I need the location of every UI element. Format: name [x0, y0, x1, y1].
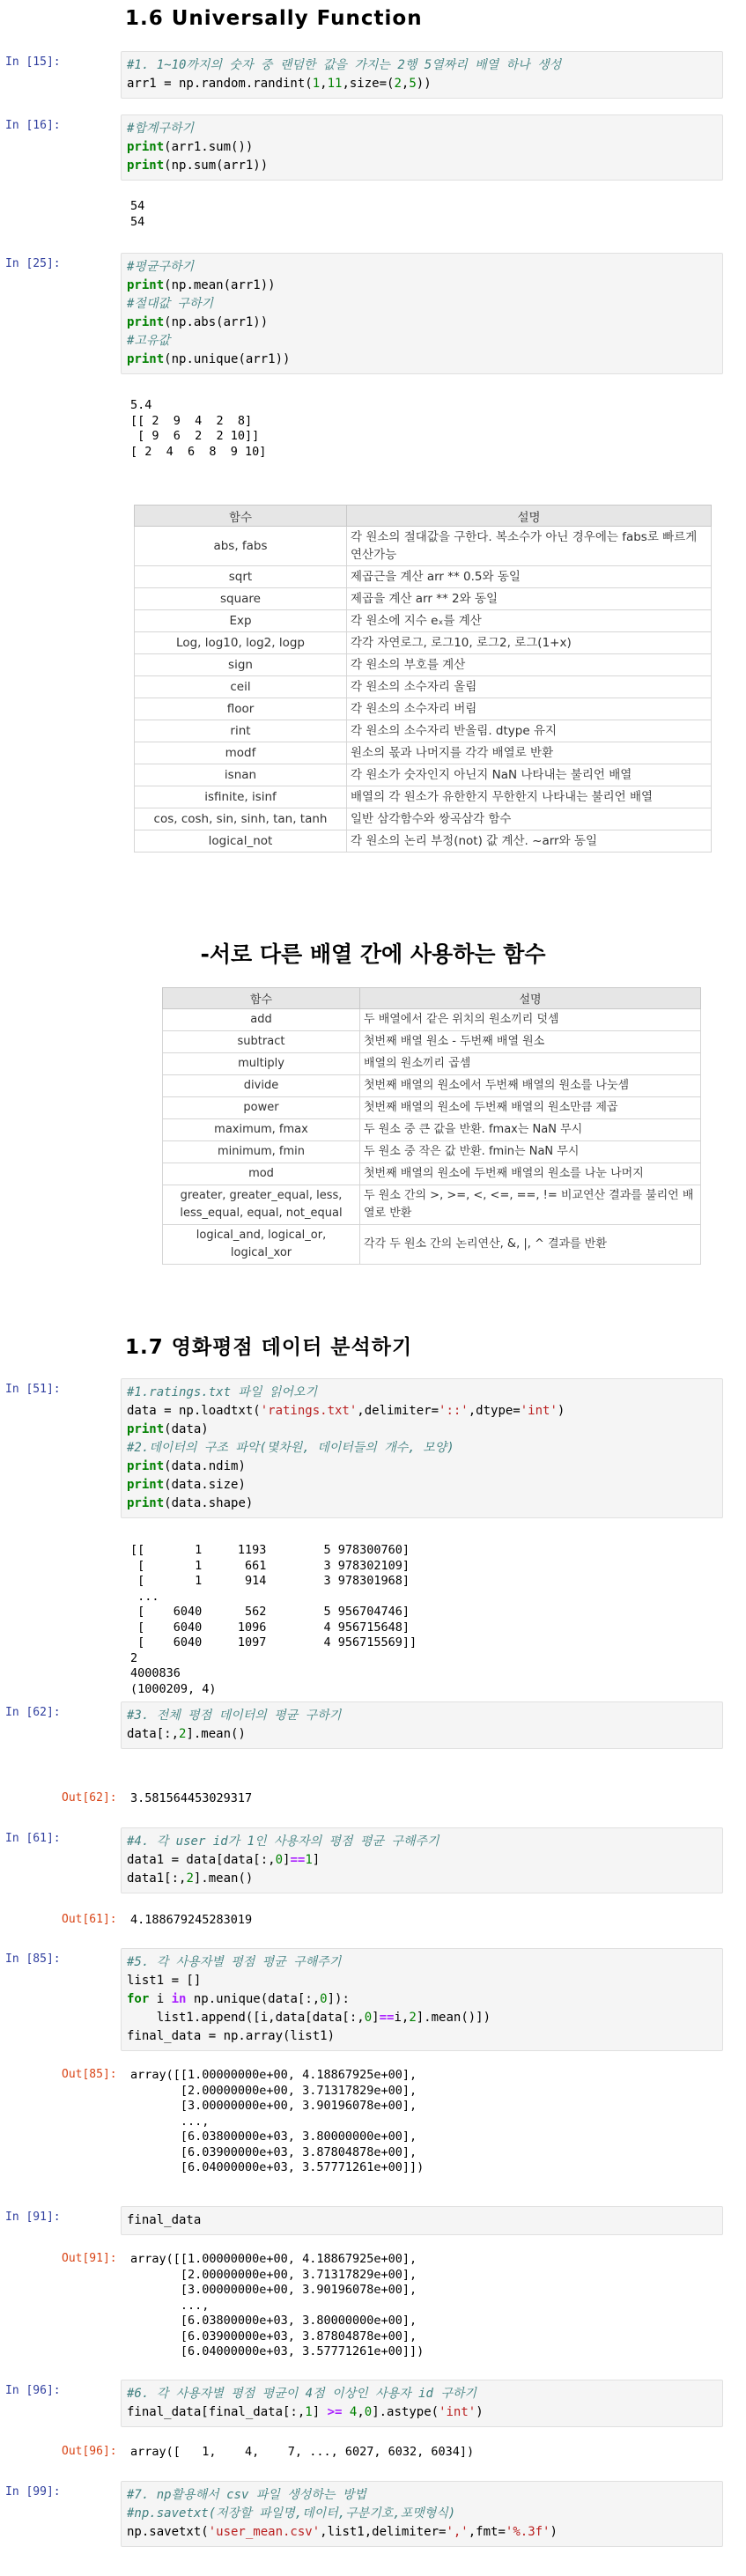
code-line: [127, 2385, 717, 2403]
code-token: i: [149, 1992, 172, 2006]
function-name-cell: ceil: [135, 676, 347, 698]
code-line: [127, 295, 717, 314]
function-name-cell: logical_not: [135, 830, 347, 853]
code-token: print: [127, 159, 165, 173]
code-token: ,size=(: [342, 77, 395, 91]
code-token: data1 = data[data[:,: [127, 1853, 276, 1867]
code-token: 'user_mean.csv': [208, 2525, 321, 2539]
code-token: in: [171, 1992, 187, 2006]
code-line: [127, 1476, 717, 1495]
table-row: [163, 1053, 701, 1075]
code-token: 'int': [439, 2405, 476, 2419]
code-cell[interactable]: [121, 2206, 723, 2235]
function-name-cell: subtract: [163, 1031, 360, 1053]
function-name-cell: square: [135, 588, 347, 610]
code-line: [127, 138, 717, 157]
table-row: [163, 1141, 701, 1163]
table-row: [135, 610, 712, 632]
table-row: [135, 786, 712, 808]
code-token: (arr1.sum()): [164, 140, 254, 154]
description-cell: 첫번째 배열의 원소에 두번째 배열의 원소만큼 제곱: [360, 1097, 701, 1119]
code-token: print: [127, 1459, 165, 1473]
code-token: (np.unique(arr1)): [164, 352, 291, 366]
table-row: [135, 720, 712, 742]
input-prompt: In [91]:: [5, 2211, 61, 2224]
description-cell: 각 원소의 소수자리 버림: [347, 698, 712, 720]
code-line: [127, 277, 717, 295]
description-cell: 원소의 몫과 나머지를 각각 배열로 반환: [347, 742, 712, 764]
function-name-cell: power: [163, 1097, 360, 1119]
code-token: ==: [379, 2011, 395, 2025]
description-cell: 각 원소의 소수자리 반올림. dtype 유지: [347, 720, 712, 742]
input-prompt: In [16]:: [5, 119, 61, 132]
code-token: ].astype(: [372, 2405, 439, 2419]
code-token: (data.size): [164, 1478, 246, 1492]
input-prompt: In [61]:: [5, 1832, 61, 1845]
description-cell: 각 원소가 숫자인지 아닌지 NaN 나타내는 불리언 배열: [347, 764, 712, 786]
code-token: print: [127, 278, 165, 292]
code-token: ): [550, 2525, 558, 2539]
code-line: [127, 1990, 717, 2009]
table-header-description: 설명: [347, 506, 712, 527]
function-name-cell: floor: [135, 698, 347, 720]
code-cell[interactable]: [121, 1701, 723, 1749]
code-token: ): [557, 1404, 565, 1418]
table-row: [135, 676, 712, 698]
table-row: [163, 1009, 701, 1031]
code-token: ]: [283, 1853, 291, 1867]
code-line: [127, 1851, 717, 1870]
code-token: (np.sum(arr1)): [164, 159, 269, 173]
code-token: >=: [327, 2405, 343, 2419]
code-token: ): [476, 2405, 484, 2419]
function-name-cell: modf: [135, 742, 347, 764]
code-token: )): [416, 77, 432, 91]
code-token: ].mean()]): [416, 2011, 491, 2025]
code-line: [127, 1384, 717, 1402]
code-token: ].mean(): [186, 1727, 246, 1741]
binary-functions-heading: -서로 다른 배열 간에 사용하는 함수: [200, 941, 546, 967]
code-token: np.unique(data[:,: [186, 1992, 321, 2006]
code-cell[interactable]: [121, 253, 723, 374]
input-prompt: In [51]:: [5, 1383, 61, 1396]
code-token: #합계구하기: [127, 122, 195, 136]
code-line: [127, 2505, 717, 2523]
description-cell: 첫번째 배열의 원소에 두번째 배열의 원소를 나눈 나머지: [360, 1163, 701, 1185]
section-heading-1-6: 1.6 Universally Function: [125, 7, 423, 30]
code-token: 4: [349, 2405, 358, 2419]
function-name-cell: isnan: [135, 764, 347, 786]
input-prompt: In [99]:: [5, 2485, 61, 2498]
description-cell: 두 원소 중 큰 값을 반환. fmax는 NaN 무시: [360, 1119, 701, 1141]
table-row: [135, 698, 712, 720]
table-row: [135, 808, 712, 830]
code-line: [127, 1421, 717, 1439]
code-token: (np.mean(arr1)): [164, 278, 276, 292]
code-token: ,: [401, 77, 410, 91]
input-prompt: In [15]:: [5, 55, 61, 69]
function-name-cell: sign: [135, 654, 347, 676]
code-token: #고유값: [127, 334, 171, 348]
code-token: #1. 1~10까지의 숫자 중 랜덤한 값을 가지는 2행 5열짜리 배열 하나 생성: [127, 58, 562, 72]
description-cell: 배열의 각 원소가 유한한지 무한한지 나타내는 불리언 배열: [347, 786, 712, 808]
code-token: '::': [439, 1404, 469, 1418]
code-token: print: [127, 1496, 165, 1510]
function-name-cell: divide: [163, 1075, 360, 1097]
function-name-cell: maximum, fmax: [163, 1119, 360, 1141]
code-token: data1[:,: [127, 1871, 187, 1886]
table-row: [163, 1185, 701, 1225]
function-name-cell: greater, greater_equal, less, less_equal, equal, not_equal: [163, 1185, 360, 1225]
table-row: [163, 1163, 701, 1185]
description-cell: 일반 삼각함수와 쌍곡삼각 함수: [347, 808, 712, 830]
code-token: ,: [320, 77, 328, 91]
input-prompt: In [85]:: [5, 1952, 61, 1966]
description-cell: 각 원소의 절대값을 구한다. 복소수가 아닌 경우에는 fabs로 빠르게 연산가능: [347, 527, 712, 566]
code-token: 1: [312, 77, 321, 91]
table-row: [135, 830, 712, 853]
code-line: [127, 2211, 717, 2230]
table-header-function: 함수: [163, 988, 360, 1009]
code-token: #4. 각 user id가 1인 사용자의 평점 평균 구해주기: [127, 1834, 439, 1849]
code-token: print: [127, 140, 165, 154]
table-row: [135, 764, 712, 786]
table-row: [135, 588, 712, 610]
table-row: [135, 566, 712, 588]
code-token: #2.데이터의 구조 파악(몇차원, 데이터들의 개수, 모양): [127, 1441, 454, 1455]
code-token: #7. np활용해서 csv 파일 생성하는 방법: [127, 2488, 366, 2502]
code-token: final_data: [127, 2213, 202, 2227]
description-cell: 각 원소에 지수 eₓ를 계산: [347, 610, 712, 632]
code-token: #5. 각 사용자별 평점 평균 구해주기: [127, 1955, 342, 1969]
function-name-cell: cos, cosh, sin, sinh, tan, tanh: [135, 808, 347, 830]
code-token: print: [127, 352, 165, 366]
code-line: [127, 1495, 717, 1513]
description-cell: 각각 자연로그, 로그10, 로그2, 로그(1+x): [347, 632, 712, 654]
code-token: ,list1,delimiter=: [320, 2525, 447, 2539]
input-prompt: In [96]:: [5, 2384, 61, 2397]
function-name-cell: multiply: [163, 1053, 360, 1075]
code-token: #6. 각 사용자별 평점 평균이 4점 이상인 사용자 id 구하기: [127, 2387, 476, 2401]
table-row: [163, 1119, 701, 1141]
code-line: [127, 1402, 717, 1421]
cell-output: array([ 1, 4, 7, ..., 6027, 6032, 6034]): [130, 2445, 475, 2459]
code-token: ,fmt=: [468, 2525, 506, 2539]
code-token: ]: [312, 1853, 321, 1867]
description-cell: 각 원소의 논리 부정(not) 값 계산. ~arr와 동일: [347, 830, 712, 853]
function-name-cell: abs, fabs: [135, 527, 347, 566]
code-line: [127, 258, 717, 277]
function-name-cell: sqrt: [135, 566, 347, 588]
code-token: data[:,: [127, 1727, 180, 1741]
code-token: 0: [364, 2405, 373, 2419]
code-line: [127, 2027, 717, 2046]
output-prompt: Out[62]:: [62, 1791, 117, 1805]
code-token: ,: [357, 2405, 365, 2419]
table-row: [163, 1097, 701, 1119]
code-line: [127, 2009, 717, 2027]
section-heading-1-7: 1.7 영화평점 데이터 분석하기: [125, 1336, 413, 1359]
table-row: [163, 1031, 701, 1053]
code-token: #평균구하기: [127, 260, 195, 274]
function-name-cell: mod: [163, 1163, 360, 1185]
code-cell[interactable]: [121, 114, 723, 181]
function-name-cell: logical_and, logical_or, logical_xor: [163, 1225, 360, 1265]
code-token: 2: [186, 1871, 194, 1886]
table-header-function: 함수: [135, 506, 347, 527]
description-cell: 각 원소의 소수자리 올림: [347, 676, 712, 698]
code-token: ]: [312, 2405, 328, 2419]
table-row: [163, 1075, 701, 1097]
code-token: 1: [305, 1853, 313, 1867]
input-prompt: In [25]:: [5, 257, 61, 270]
function-name-cell: rint: [135, 720, 347, 742]
cell-output: 5.4 [[ 2 9 4 2 8] [ 9 6 2 2 10]] [ 2 4 6 8 9 10]: [130, 398, 267, 459]
cell-output: 3.581564453029317: [130, 1791, 253, 1805]
description-cell: 두 배열에서 같은 위치의 원소끼리 덧셈: [360, 1009, 701, 1031]
code-token: (data.shape): [164, 1496, 254, 1510]
code-token: #np.savetxt(저장할 파일명,데이터,구분기호,포맷형식): [127, 2506, 456, 2521]
code-cell[interactable]: [121, 1827, 723, 1893]
code-token: ,delimiter=: [357, 1404, 439, 1418]
cell-output: 4.188679245283019: [130, 1913, 253, 1927]
code-token: print: [127, 1478, 165, 1492]
function-name-cell: Log, log10, log2, logp: [135, 632, 347, 654]
code-line: [127, 120, 717, 138]
code-token: 5: [409, 77, 417, 91]
function-name-cell: Exp: [135, 610, 347, 632]
code-line: [127, 1725, 717, 1744]
code-token: 2: [409, 2011, 417, 2025]
code-line: [127, 2523, 717, 2542]
code-line: [127, 351, 717, 369]
description-cell: 제곱을 계산 arr ** 2와 동일: [347, 588, 712, 610]
input-prompt: In [62]:: [5, 1706, 61, 1719]
code-line: [127, 1439, 717, 1458]
code-token: #절대값 구하기: [127, 297, 214, 311]
function-name-cell: isfinite, isinf: [135, 786, 347, 808]
code-token: print: [127, 1422, 165, 1436]
code-token: (np.abs(arr1)): [164, 315, 269, 329]
code-token: data = np.loadtxt(: [127, 1404, 261, 1418]
code-line: [127, 2486, 717, 2505]
code-cell[interactable]: [121, 2380, 723, 2427]
code-token: ]: [372, 2011, 380, 2025]
cell-output: 54 54: [130, 199, 145, 229]
code-token: #1.ratings.txt 파일 읽어오기: [127, 1385, 318, 1399]
description-cell: 각 원소의 부호를 계산: [347, 654, 712, 676]
code-line: [127, 332, 717, 351]
description-cell: 두 원소 간의 >, >=, <, <=, ==, != 비교연산 결과를 불리언 배열로 반환: [360, 1185, 701, 1225]
code-token: print: [127, 315, 165, 329]
code-token: 1: [305, 2405, 313, 2419]
cell-output: array([[1.00000000e+00, 4.18867925e+00], [2.00000000e+00, 3.71317829e+00], [3.00000000e+00, 3.90196078e+00], ..., [6.03800000e+03, 3.80000000e+00], [6.03900000e+03, 3.87804878e+00], [6.04000000e+03, 3.57771261e+00]]): [130, 2068, 425, 2174]
code-token: 'int': [520, 1404, 558, 1418]
code-token: 0: [320, 1992, 328, 2006]
table-row: [135, 527, 712, 566]
code-token: np.savetxt(: [127, 2525, 209, 2539]
code-line: [127, 1953, 717, 1972]
description-cell: 제곱근을 계산 arr ** 0.5와 동일: [347, 566, 712, 588]
table-row: [135, 742, 712, 764]
code-line: [127, 1870, 717, 1888]
description-cell: 첫번째 배열의 원소에서 두번째 배열의 원소를 나눗셈: [360, 1075, 701, 1097]
output-prompt: Out[85]:: [62, 2068, 117, 2081]
code-line: [127, 1707, 717, 1725]
code-token: 0: [364, 2011, 373, 2025]
code-token: list1.append([i,data[data[:,: [127, 2011, 365, 2025]
code-token: 2: [179, 1727, 187, 1741]
output-prompt: Out[61]:: [62, 1913, 117, 1926]
function-name-cell: add: [163, 1009, 360, 1031]
code-token: (data.ndim): [164, 1459, 246, 1473]
code-token: 'ratings.txt': [260, 1404, 358, 1418]
table-row: [135, 632, 712, 654]
code-token: 11: [327, 77, 343, 91]
description-cell: 첫번째 배열 원소 - 두번째 배열 원소: [360, 1031, 701, 1053]
cell-output: [[ 1 1193 5 978300760] [ 1 661 3 978302109] [ 1 914 3 978301968] ... [ 6040 562 5 956704746] [ 6040 1096 4 956715648] [ 6040 1097 4 956715569]] 2 4000836 (1000209, 4): [130, 1543, 417, 1696]
code-cell[interactable]: [121, 51, 723, 99]
code-token: 2: [394, 77, 402, 91]
code-token: ,dtype=: [468, 1404, 521, 1418]
output-prompt: Out[96]:: [62, 2445, 117, 2458]
code-token: ]):: [327, 1992, 350, 2006]
cell-output: array([[1.00000000e+00, 4.18867925e+00], [2.00000000e+00, 3.71317829e+00], [3.00000000e+00, 3.90196078e+00], ..., [6.03800000e+03, 3.80000000e+00], [6.03900000e+03, 3.87804878e+00], [6.04000000e+03, 3.57771261e+00]]): [130, 2252, 425, 2358]
output-prompt: Out[91]:: [62, 2252, 117, 2265]
code-token: ].mean(): [193, 1871, 254, 1886]
code-line: [127, 75, 717, 93]
code-line: [127, 2403, 717, 2422]
code-line: [127, 157, 717, 175]
code-token: #3. 전체 평점 데이터의 평균 구하기: [127, 1709, 342, 1723]
description-cell: 두 원소 중 작은 값 반환. fmin는 NaN 무시: [360, 1141, 701, 1163]
code-token: [342, 2405, 349, 2419]
code-line: [127, 314, 717, 332]
code-token: 0: [275, 1853, 284, 1867]
code-token: (data): [164, 1422, 209, 1436]
code-cell[interactable]: [121, 2481, 723, 2547]
code-cell[interactable]: [121, 1948, 723, 2051]
code-cell[interactable]: [121, 1378, 723, 1518]
code-line: [127, 1458, 717, 1476]
table-row: [135, 654, 712, 676]
code-line: [127, 56, 717, 75]
universal-functions-table: [134, 505, 712, 853]
code-token: ',': [446, 2525, 469, 2539]
code-token: final_data = np.array(list1): [127, 2029, 336, 2043]
code-token: '%.3f': [505, 2525, 550, 2539]
table-header-description: 설명: [360, 988, 701, 1009]
code-line: [127, 1972, 717, 1990]
code-token: ==: [290, 1853, 306, 1867]
code-token: list1 = []: [127, 1974, 202, 1988]
function-name-cell: minimum, fmin: [163, 1141, 360, 1163]
binary-functions-table: [162, 987, 701, 1265]
code-token: for: [127, 1992, 150, 2006]
code-token: arr1 = np.random.randint(: [127, 77, 313, 91]
description-cell: 각각 두 원소 간의 논리연산, &, |, ^ 결과를 반환: [360, 1225, 701, 1265]
code-token: i,: [394, 2011, 410, 2025]
description-cell: 배열의 원소끼리 곱셈: [360, 1053, 701, 1075]
code-line: [127, 1833, 717, 1851]
code-token: final_data[final_data[:,: [127, 2405, 306, 2419]
table-row: [163, 1225, 701, 1265]
